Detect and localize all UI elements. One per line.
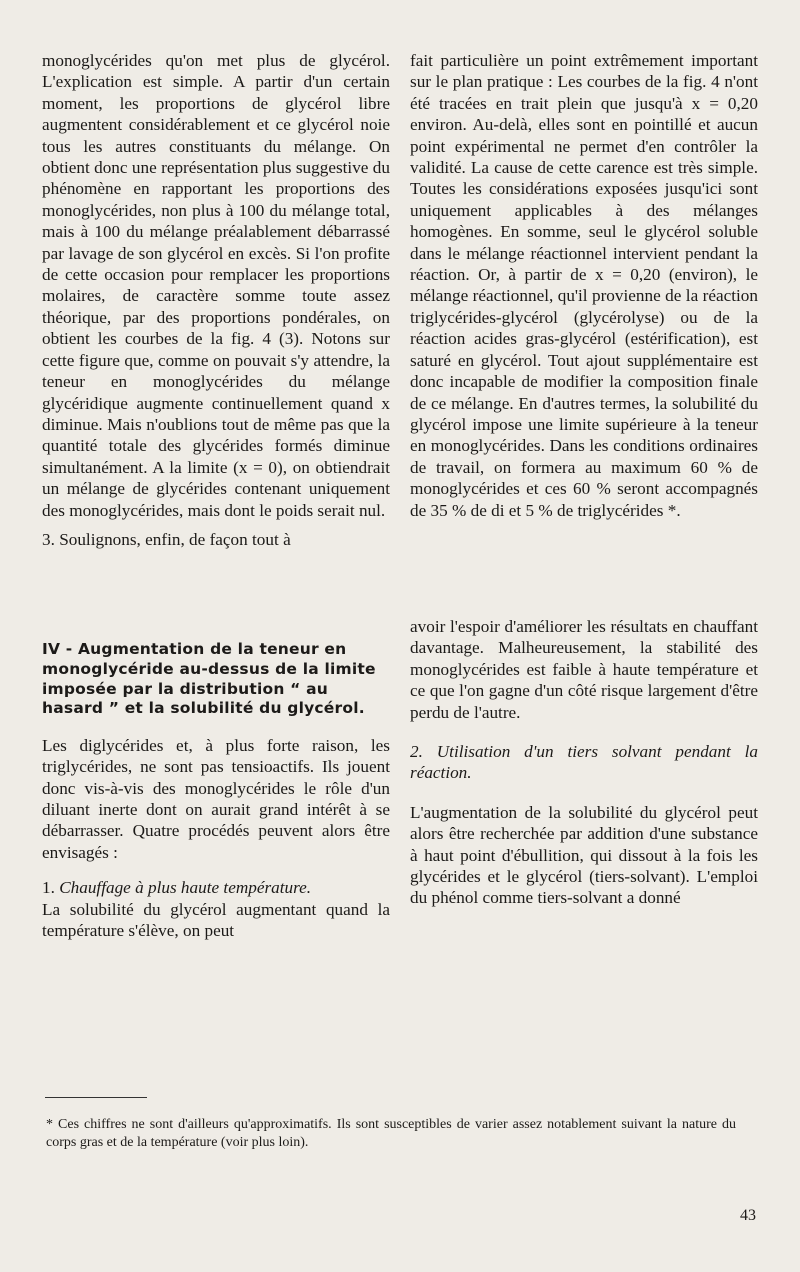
paragraph-tiers-solvant: L'augmentation de la solubilité du glycérol peut alors être recherchée par addition d'une substance à haut point d'ébullition, qui dissout à la fois les glycérides et le glycérol (tiers-solvant). L'emploi du phénol comme tiers-solvant a donné xyxy=(410,802,758,908)
section-heading-text: IV - Augmentation de la teneur en monoglycéride au-dessus de la limite imposée par la distribution “ au hasard ” et la solubilité du glycérol. xyxy=(42,640,376,718)
footnote xyxy=(46,1116,736,1152)
subsection-2-title: 2. Utilisation d'un tiers solvant pendant la réaction. xyxy=(410,741,758,783)
paragraph-espoir: avoir l'espoir d'améliorer les résultats en chauffant davantage. Malheureusement, la stabilité des monoglycérides est faible à haute température et ce que l'on gagne d'un côté risque largement d'être perdu de l'autre. xyxy=(410,616,758,722)
paragraph-point-particulier: fait particulière un point extrêmement important sur le plan pratique : Les courbes de la fig. 4 n'ont été tracées en trait plein que jusqu'à x = 0,20 environ. Au-delà, elles sont en pointillé et aucun point expérimental ne permet d'en contrôler la validité. La cause de cette carence est très simple. Toutes les considérations exposées jusqu'ici sont uniquement applicables à des mélanges homogènes. En somme, seul le glycérol soluble dans le mélange réactionnel intervient pendant la réaction. Or, à partir de x = 0,20 (environ), le mélange réactionnel, qu'il provienne de la réaction triglycérides-glycérol (glycérolyse) ou de la réaction acides gras-glycérol (estérification), est saturé en glycérol. Tout ajout supplémentaire est donc incapable de modifier la composition finale de ce mélange. En d'autres termes, la solubilité du glycérol impose une limite supérieure à la teneur en monoglycérides. Dans les conditions ordinaires de travail, on formera au maximum 60 % de monoglycérides et ces 60 % seront accompagnés de 35 % de di et 5 % de triglycérides *. xyxy=(410,51,758,520)
left-column xyxy=(42,50,390,941)
footnote-separator xyxy=(45,1097,147,1098)
right-column xyxy=(410,50,758,909)
right-top-text xyxy=(410,50,758,521)
footnote-text: * Ces chiffres ne sont d'ailleurs qu'approximatifs. Ils sont susceptibles de varier assez notablement suivant la nature du corps gras et de la température (voir plus loin). xyxy=(46,1117,736,1150)
subsection-1-number: 1. xyxy=(42,878,55,898)
section-heading-iv xyxy=(42,640,390,718)
right-bottom-text xyxy=(410,616,758,909)
paragraph-diglycerides: Les diglycérides et, à plus forte raison, les triglycérides, ne sont pas tensioactifs. Ils jouent donc vis-à-vis des monoglycérides le rôle d'un diluant inerte dont on aurait grand intérêt à se débarrasser. Quatre procédés peuvent alors être envisagés : xyxy=(42,735,390,862)
paragraph-point-3: 3. Soulignons, enfin, de façon tout à xyxy=(42,529,291,549)
paragraph-chauffage: La solubilité du glycérol augmentant quand la température s'élève, on peut xyxy=(42,899,390,940)
left-body-text xyxy=(42,735,390,942)
page-number: 43 xyxy=(740,1207,756,1224)
left-top-text xyxy=(42,50,390,550)
paragraph-monoglycerides: monoglycérides qu'on met plus de glycérol. L'explication est simple. A partir d'un certain moment, les proportions de glycérol libre augmentent considérablement et ce glycérol noie tous les autres constituants du mélange. On obtient donc une représentation plus suggestive du phénomène en rapportant les proportions des monoglycérides, non plus à 100 du mélange total, mais à 100 du mélange préalablement débarrassé par lavage de son glycérol en excès. Si l'on profite de cette occasion pour remplacer les proportions molaires, de caractère somme toute assez théorique, par des proportions pondérales, on obtient les courbes de la fig. 4 (3). Notons sur cette figure que, comme on pouvait s'y attendre, la teneur en monoglycérides du mélange glycéridique augmente continuellement quand x diminue. Mais n'oublions tout de même pas que la quantité totale des glycérides formés diminue simultanément. A la limite (x = 0), on obtiendrait un mélange de glycérides contenant uniquement des monoglycérides, mais dont le poids serait nul. xyxy=(42,51,390,520)
subsection-1-label: Chauffage à plus haute température. xyxy=(59,878,312,898)
subsection-1-title xyxy=(42,877,390,898)
